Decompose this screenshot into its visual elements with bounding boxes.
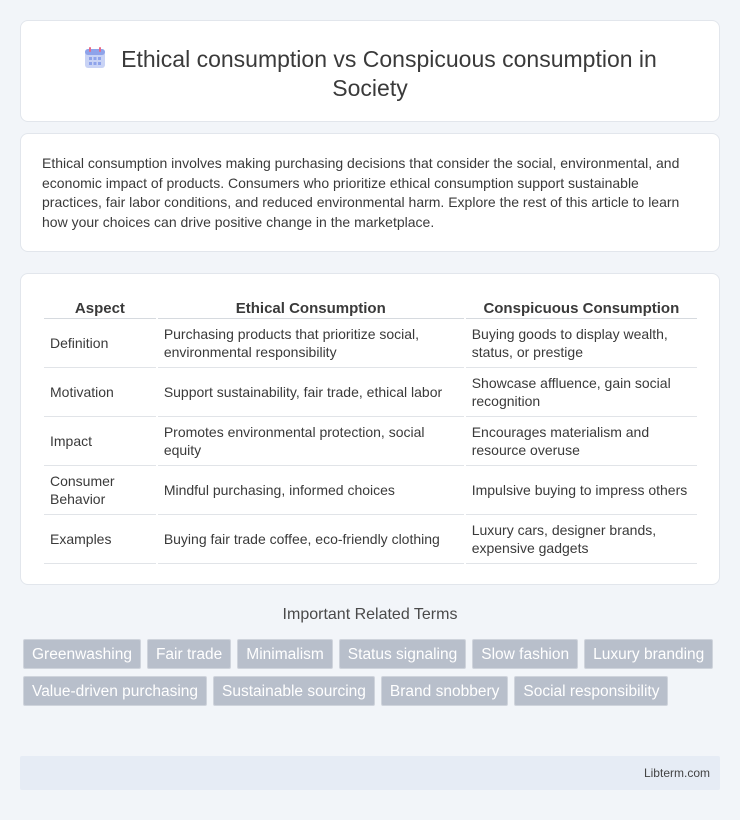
related-term-tag[interactable]: Sustainable sourcing [213,676,375,706]
table-row [44,368,697,417]
related-term-tag[interactable]: Fair trade [147,639,231,669]
table-cell-aspect: Examples [44,515,156,564]
footer-bar [20,756,720,790]
table-cell-ethical: Mindful purchasing, informed choices [158,466,464,515]
table-cell-conspicuous: Showcase affluence, gain social recognition [466,368,697,417]
related-terms-heading: Important Related Terms [282,606,458,623]
table-cell-aspect: Motivation [44,368,156,417]
table-row [44,515,697,564]
related-term-tag[interactable]: Value-driven purchasing [23,676,207,706]
column-header-ethical: Ethical Consumption [158,294,464,319]
table-cell-conspicuous: Encourages materialism and resource overuse [466,417,697,466]
title-card [20,20,720,122]
table-cell-conspicuous: Impulsive buying to impress others [466,466,697,515]
related-term-tag[interactable]: Brand snobbery [381,676,508,706]
column-header-aspect: Aspect [44,294,156,319]
table-row [44,466,697,515]
table-header-row [44,294,697,319]
page-title-wrap [61,45,679,103]
table-cell-aspect: Impact [44,417,156,466]
related-term-tag[interactable]: Luxury branding [584,639,713,669]
comparison-card [20,273,720,585]
table-cell-aspect: Consumer Behavior [44,466,156,515]
page-title: Ethical consumption vs Conspicuous consumption in Society [121,46,657,101]
footer-site-link[interactable]: Libterm.com [643,766,710,780]
related-term-tag[interactable]: Status signaling [339,639,466,669]
table-cell-ethical: Support sustainability, fair trade, ethical labor [158,368,464,417]
table-row [44,319,697,368]
calendar-icon [83,46,107,70]
related-term-tag[interactable]: Minimalism [237,639,333,669]
related-terms-list [23,639,723,706]
related-term-tag[interactable]: Greenwashing [23,639,141,669]
table-cell-conspicuous: Luxury cars, designer brands, expensive gadgets [466,515,697,564]
comparison-table [42,294,699,564]
table-cell-ethical: Purchasing products that prioritize social, environmental responsibility [158,319,464,368]
table-cell-ethical: Promotes environmental protection, social equity [158,417,464,466]
table-row [44,417,697,466]
intro-card [20,133,720,252]
table-cell-aspect: Definition [44,319,156,368]
related-term-tag[interactable]: Social responsibility [514,676,668,706]
intro-paragraph: Ethical consumption involves making purchasing decisions that consider the social, environmental, and economic impact of products. Consumers who prioritize ethical consumption support sustainable practices, fair labor conditions, and reduced environmental harm. Explore the rest of this article to learn how your choices can drive positive change in the marketplace. [42,155,680,230]
table-cell-conspicuous: Buying goods to display wealth, status, or prestige [466,319,697,368]
table-cell-ethical: Buying fair trade coffee, eco-friendly clothing [158,515,464,564]
related-term-tag[interactable]: Slow fashion [472,639,578,669]
column-header-conspicuous: Conspicuous Consumption [466,294,697,319]
